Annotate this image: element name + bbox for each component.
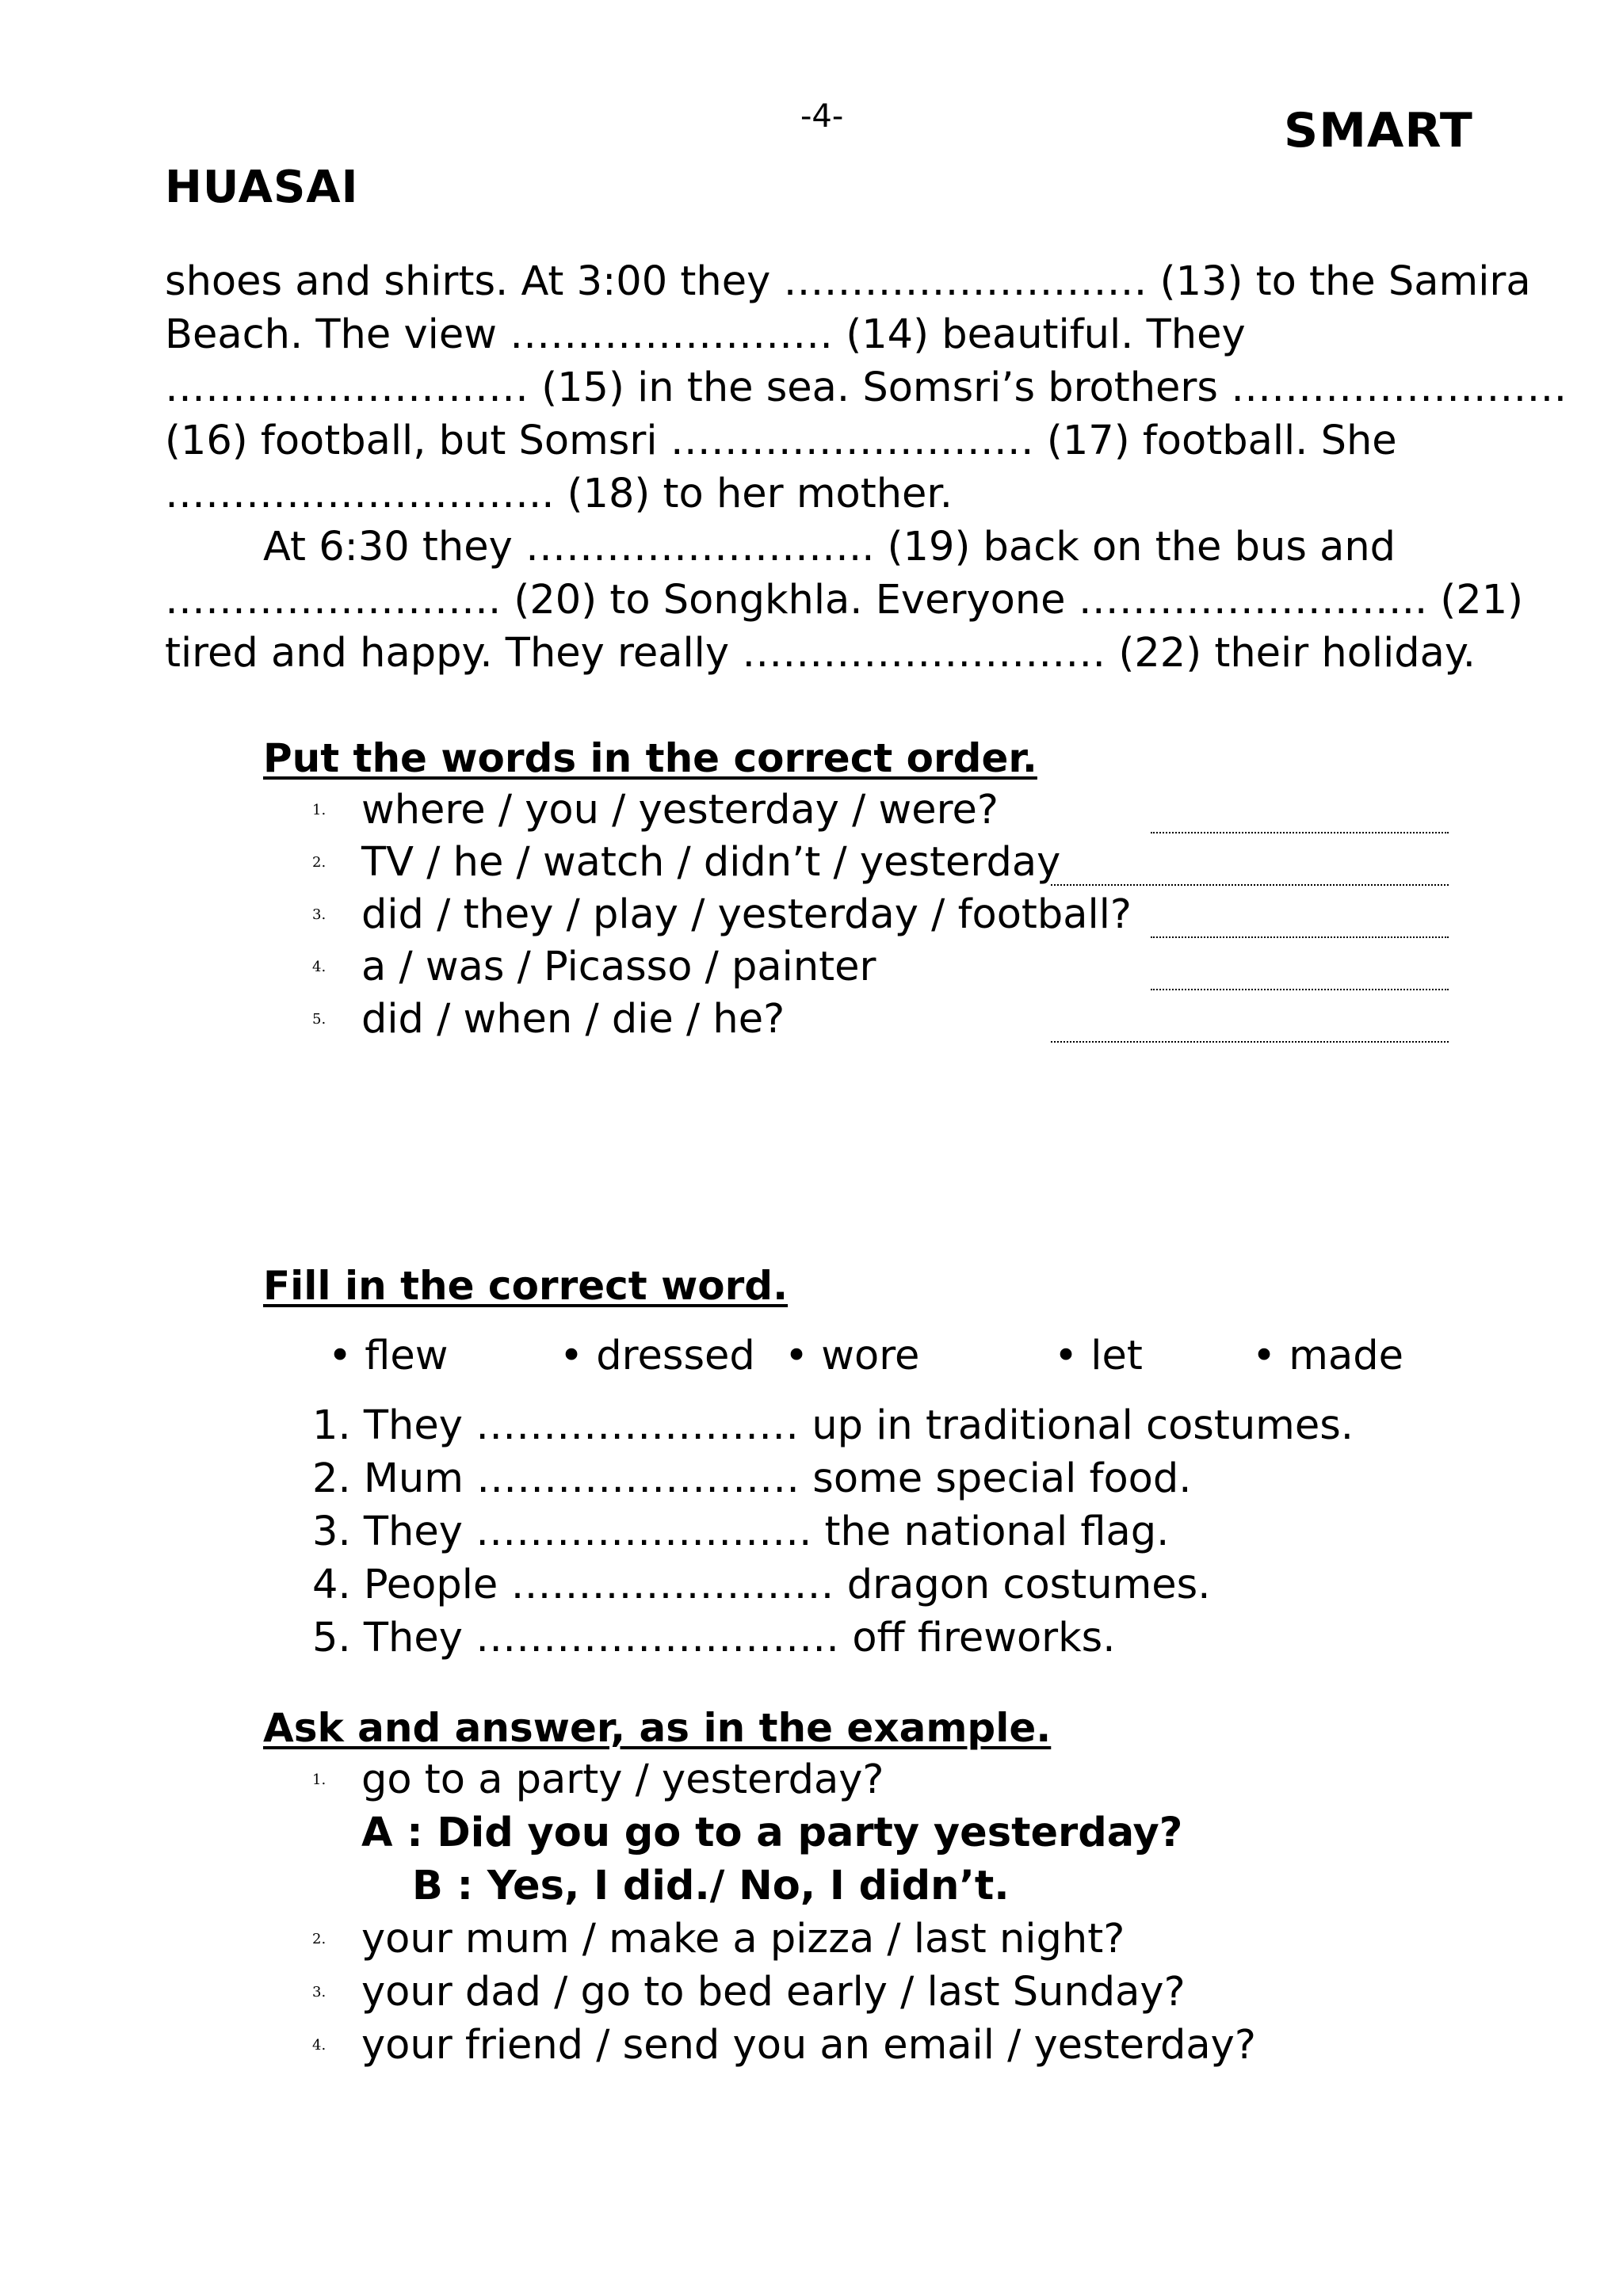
list-item: where / you / yesterday / were? [361, 787, 999, 833]
passage-line: tired and happy. They really ……………………… (22) their holiday. [165, 630, 1476, 677]
list-item-number: 1. [312, 1772, 327, 1788]
answer-line[interactable] [1151, 832, 1449, 833]
list-item: 1. They …………………… up in traditional costumes. [312, 1402, 1354, 1449]
section-heading-order: Put the words in the correct order. [263, 735, 1037, 781]
word-bank-item: • wore [785, 1333, 920, 1379]
list-item: your dad / go to bed early / last Sunday? [361, 1969, 1186, 2016]
list-item-number: 3. [312, 1984, 327, 2000]
example-answer: B : Yes, I did./ No, I didn’t. [412, 1863, 1010, 1909]
list-item: did / when / die / he? [361, 996, 785, 1043]
list-item: did / they / play / yesterday / football? [361, 891, 1132, 938]
list-item: your mum / make a pizza / last night? [361, 1916, 1125, 1962]
passage-line: shoes and shirts. At 3:00 they ……………………… (13) to the Samira [165, 258, 1531, 305]
list-item: a / was / Picasso / painter [361, 944, 876, 990]
page-number: -4- [800, 98, 844, 135]
answer-line[interactable] [1151, 936, 1449, 938]
example-question: A : Did you go to a party yesterday? [361, 1810, 1183, 1856]
list-item-number: 4. [312, 959, 327, 975]
passage-line: ……………………… (15) in the sea. Somsri’s brothers ……………….…… [165, 364, 1568, 411]
list-item-number: 2. [312, 1931, 327, 1947]
passage-line: (16) football, but Somsri ……………………… (17) football. She [165, 418, 1397, 464]
list-item: your friend / send you an email / yesterday? [361, 2022, 1256, 2069]
list-item-number: 1. [312, 802, 327, 818]
passage-line: Beach. The view …………………… (14) beautiful. They [165, 311, 1246, 358]
list-item-number: 5. [312, 1011, 327, 1028]
header-title-right: SMART [1284, 103, 1473, 158]
passage-line: At 6:30 they …………………….. (19) back on the bus and [263, 524, 1396, 570]
answer-line[interactable] [1051, 1041, 1449, 1043]
list-item-number: 4. [312, 2037, 327, 2054]
list-item: TV / he / watch / didn’t / yesterday [361, 839, 1061, 886]
passage-line: ……………………. (20) to Songkhla. Everyone …………………….. (21) [165, 577, 1524, 624]
passage-line: ……………………….. (18) to her mother. [165, 471, 953, 517]
word-bank-item: • made [1252, 1333, 1403, 1379]
answer-line[interactable] [1151, 989, 1449, 990]
section-heading-fill: Fill in the correct word. [263, 1263, 789, 1309]
word-bank-item: • let [1054, 1333, 1143, 1379]
list-item: 2. Mum …………………… some special food. [312, 1455, 1192, 1502]
list-item: go to a party / yesterday? [361, 1756, 884, 1803]
word-bank-item: • dressed [559, 1333, 755, 1379]
answer-line[interactable] [1051, 884, 1449, 886]
list-item: 4. People …………………… dragon costumes. [312, 1562, 1211, 1608]
list-item-number: 3. [312, 906, 327, 923]
section-heading-ask: Ask and answer, as in the example. [263, 1705, 1052, 1751]
list-item: 3. They ……………………. the national flag. [312, 1508, 1170, 1555]
header-title-left: HUASAI [165, 162, 359, 213]
list-item-number: 2. [312, 854, 327, 871]
list-item: 5. They ……………………… off fireworks. [312, 1615, 1116, 1661]
word-bank-item: • flew [328, 1333, 449, 1379]
